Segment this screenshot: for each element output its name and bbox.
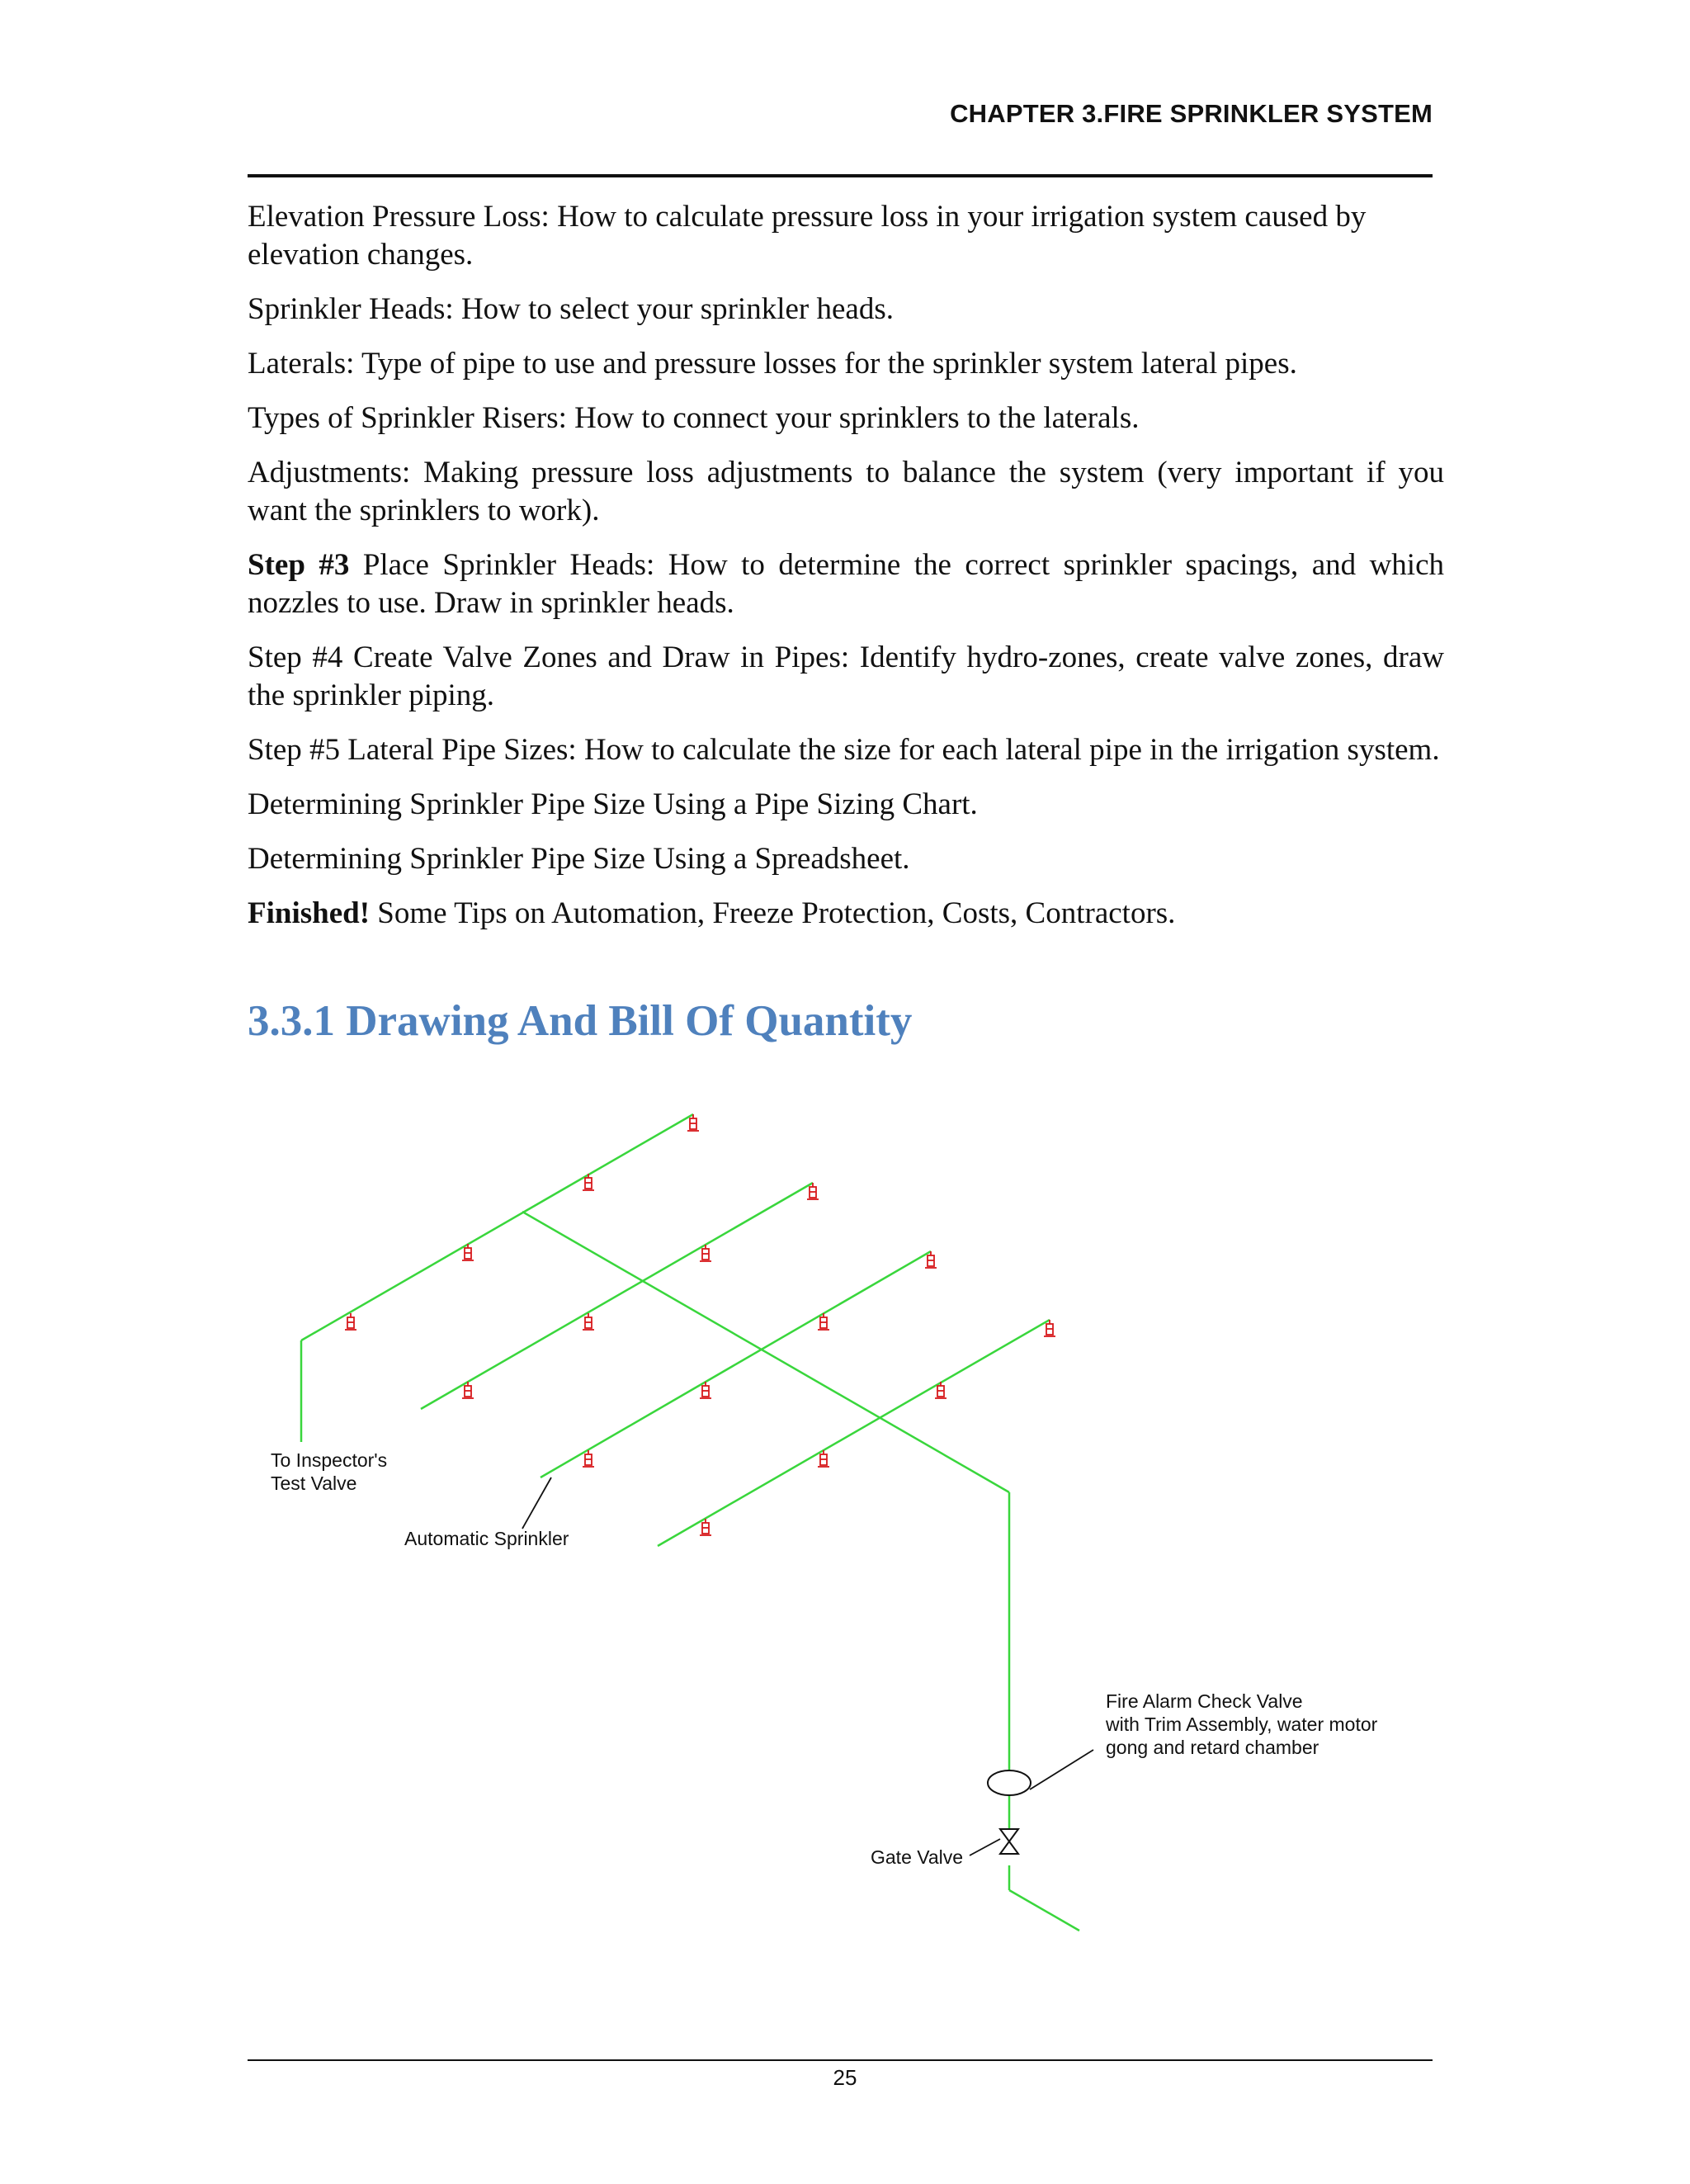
gate-valve-bowtie [1000, 1829, 1018, 1854]
branch-line-2 [421, 1183, 813, 1409]
branch-line-3 [541, 1251, 931, 1477]
paragraph-laterals: Laterals: Type of pipe to use and pressure losses for the sprinkler system lateral pipes. [248, 347, 1297, 381]
pipe-network [301, 1114, 1079, 1931]
sprinkler-head-4 [345, 1313, 356, 1330]
diagram-drawing [248, 1065, 1452, 1973]
footer-rule [248, 2059, 1433, 2061]
branch-line-4 [658, 1320, 1050, 1546]
page-number: 25 [833, 2065, 857, 2090]
cross-main-pipe [522, 1212, 1009, 1492]
supply-pipe [1009, 1890, 1079, 1931]
chapter-header: CHAPTER 3.FIRE SPRINKLER SYSTEM [950, 99, 1433, 128]
finished-label: Finished! [248, 896, 371, 930]
gate-valve-symbol [1000, 1829, 1018, 1854]
paragraph-step-5: Step #5 Lateral Pipe Sizes: How to calculate the size for each lateral pipe in the irrigation system. [248, 733, 1440, 767]
paragraph-elevation-pressure-loss: Elevation Pressure Loss: How to calculate pressure loss in your irrigation system caused by elevation changes. [248, 200, 1367, 272]
gate-valve-label: Gate Valve [871, 1846, 964, 1868]
paragraph-pipe-sizing-spreadsheet: Determining Sprinkler Pipe Size Using a Spreadsheet. [248, 842, 910, 876]
alarm-check-valve-symbol [988, 1770, 1031, 1795]
alarm-label-line-1: Fire Alarm Check Valve [1106, 1690, 1303, 1712]
paragraph-sprinkler-risers: Types of Sprinkler Risers: How to connect your sprinklers to the laterals. [248, 401, 1140, 435]
body-text [248, 198, 1444, 949]
paragraph-adjustments: Adjustments: Making pressure loss adjustments to balance the system (very important if you want the sprinklers to work). [248, 456, 1444, 527]
paragraph-step-4: Step #4 Create Valve Zones and Draw in Pipes: Identify hydro-zones, create valve zones, draw the sprinkler piping. [248, 641, 1444, 712]
paragraph-step-3 [248, 546, 1444, 622]
callout-leaders [522, 1477, 1093, 1855]
alarm-valve-leader [1030, 1750, 1093, 1789]
header-rule [248, 174, 1433, 177]
automatic-sprinkler-label: Automatic Sprinkler [404, 1528, 569, 1549]
section-heading: 3.3.1 Drawing And Bill Of Quantity [248, 997, 913, 1045]
gate-valve-leader [970, 1839, 1000, 1855]
paragraph-finished [248, 895, 1444, 933]
inspector-label-line-2: Test Valve [271, 1473, 357, 1494]
step-3-label: Step #3 [248, 548, 350, 582]
paragraph-pipe-sizing-chart: Determining Sprinkler Pipe Size Using a Pipe Sizing Chart. [248, 787, 978, 821]
sprinkler-heads [345, 1114, 1055, 1535]
inspector-label-line-1: To Inspector's [271, 1449, 388, 1471]
automatic-sprinkler-leader [522, 1477, 551, 1529]
alarm-label-line-3: gong and retard chamber [1106, 1737, 1319, 1758]
sprinkler-system-diagram [248, 1065, 1452, 1973]
paragraph-sprinkler-heads: Sprinkler Heads: How to select your sprinkler heads. [248, 292, 894, 326]
step-3-text: Place Sprinkler Heads: How to determine the correct sprinkler spacings, and which nozzles to use. Draw in sprinkler heads. [248, 548, 1444, 620]
inspector-test-valve-label [271, 1449, 387, 1495]
finished-text: Some Tips on Automation, Freeze Protection, Costs, Contractors. [370, 896, 1176, 930]
branch-line-1 [301, 1114, 693, 1340]
alarm-label-line-2: with Trim Assembly, water motor [1106, 1714, 1378, 1735]
fire-alarm-check-valve-label [1106, 1690, 1377, 1759]
